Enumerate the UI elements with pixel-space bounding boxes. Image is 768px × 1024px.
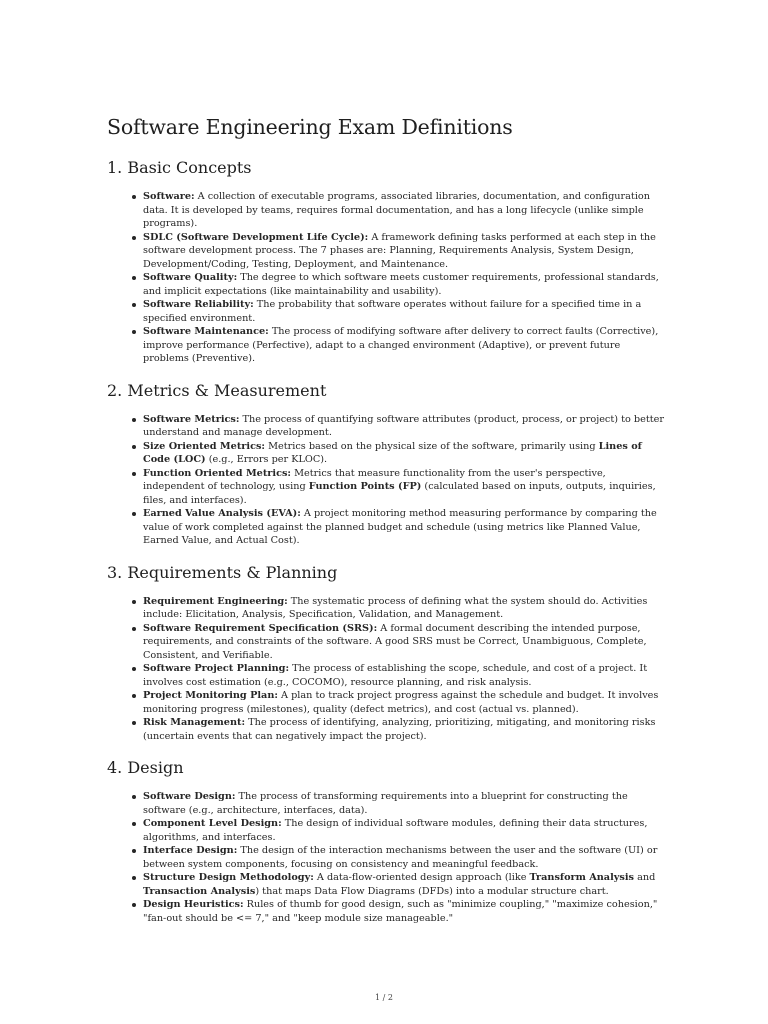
section-requirements [107, 562, 667, 744]
list-item: SDLC (Software Development Life Cycle): A framework defining tasks performed at each step in the software development process. The 7 phases are: Planning, Requirements Analysis, System Design, Development/Coding, Testing, Deployment, and Maintenance. [143, 231, 667, 272]
list-item: Risk Management: The process of identifying, analyzing, prioritizing, mitigating, and monitoring risks (uncertain events that can negatively impact the project). [143, 716, 667, 743]
list-item: Software Project Planning: The process of establishing the scope, schedule, and cost of a project. It involves cost estimation (e.g., COCOMO), resource planning, and risk analysis. [143, 662, 667, 689]
section-heading: 3. Requirements & Planning [107, 562, 338, 582]
term: SDLC (Software Development Life Cycle): [143, 231, 369, 243]
term: Risk Management: [143, 717, 246, 728]
list-item: Software Metrics: The process of quantifying software attributes (product, process, or project) to better understand and manage development. [143, 413, 667, 440]
term: Software Reliability: [143, 299, 254, 310]
section-heading: 1. Basic Concepts [107, 158, 252, 177]
section-basic-concepts [107, 157, 667, 366]
list-item: Software Reliability: The probability that software operates without failure for a specified time in a specified environment. [143, 298, 667, 325]
list-item: Project Monitoring Plan: A plan to track project progress against the schedule and budget. It involves monitoring progress (milestones), quality (defect metrics), and cost (actual vs. planned). [143, 689, 667, 716]
list-item: Component Level Design: The design of individual software modules, defining their data structures, algorithms, and interfaces. [143, 817, 667, 844]
document-content [107, 113, 667, 939]
term: Design Heuristics: [143, 899, 244, 910]
list-item: Software Quality: The degree to which software meets customer requirements, professional standards, and implicit expectations (like maintainability and usability). [143, 271, 667, 298]
page-number: 1 / 2 [375, 993, 393, 1002]
term: Component Level Design: [143, 818, 282, 829]
list-item: Software Requirement Specification (SRS): A formal document describing the intended purpose, requirements, and constraints of the software. A good SRS must be Correct, Unambiguous, Complete, Consistent, and Verifiable. [143, 622, 667, 663]
definition-list [107, 413, 667, 548]
term: Function Oriented Metrics: [143, 467, 292, 479]
definition-list [107, 190, 667, 366]
list-item: Requirement Engineering: The systematic process of defining what the system should do. Activities include: Elicitation, Analysis, Specification, Validation, and Management. [143, 595, 667, 622]
list-item: Structure Design Methodology: A data-flow-oriented design approach (like Transform Analysis and Transaction Analysis) that maps Data Flow Diagrams (DFDs) into a modular structure chart. [143, 871, 667, 898]
term: Interface Design: [143, 845, 238, 856]
section-heading: 2. Metrics & Measurement [107, 380, 327, 400]
term: Software Project Planning: [143, 663, 290, 674]
list-item: Function Oriented Metrics: Metrics that measure functionality from the user's perspective, independent of technology, using Function Points (FP) (calculated based on inputs, outputs, inquiries, files, and interfaces). [143, 467, 667, 508]
term: Software Quality: [143, 272, 238, 283]
list-item: Size Oriented Metrics: Metrics based on the physical size of the software, primarily using Lines of Code (LOC) (e.g., Errors per KLOC). [143, 440, 667, 467]
page-title: Software Engineering Exam Definitions [107, 115, 513, 139]
term: Software Requirement Specification (SRS): [143, 622, 378, 634]
definition-list [107, 595, 667, 744]
section-metrics [107, 380, 667, 548]
list-item: Interface Design: The design of the interaction mechanisms between the user and the software (UI) or between system components, focusing on consistency and meaningful feedback. [143, 844, 667, 871]
term: Software Maintenance: [143, 326, 269, 337]
section-design [107, 757, 667, 925]
term: Size Oriented Metrics: [143, 440, 266, 452]
list-item: Software Maintenance: The process of modifying software after delivery to correct faults (Corrective), improve performance (Perfective), adapt to a changed environment (Adaptive), or prevent future problems (Preventive). [143, 325, 667, 366]
term: Software Metrics: [143, 413, 240, 425]
term: Project Monitoring Plan: [143, 690, 278, 701]
term: Software Design: [143, 791, 236, 802]
term: Requirement Engineering: [143, 595, 288, 607]
definition-list [107, 790, 667, 925]
term: Earned Value Analysis (EVA): [143, 508, 301, 519]
list-item: Software: A collection of executable programs, associated libraries, documentation, and configuration data. It is developed by teams, requires formal documentation, and has a long lifecycle (unlike simple programs). [143, 190, 667, 231]
list-item: Design Heuristics: Rules of thumb for good design, such as "minimize coupling," "maximize cohesion," "fan-out should be <= 7," and "keep module size manageable." [143, 898, 667, 925]
list-item: Software Design: The process of transforming requirements into a blueprint for constructing the software (e.g., architecture, interfaces, data). [143, 790, 667, 817]
section-heading: 4. Design [107, 758, 184, 777]
term: Structure Design Methodology: [143, 872, 314, 883]
term: Software: [143, 191, 195, 202]
list-item: Earned Value Analysis (EVA): A project monitoring method measuring performance by comparing the value of work completed against the planned budget and schedule (using metrics like Planned Value, Earned Value, and Actual Cost). [143, 507, 667, 548]
